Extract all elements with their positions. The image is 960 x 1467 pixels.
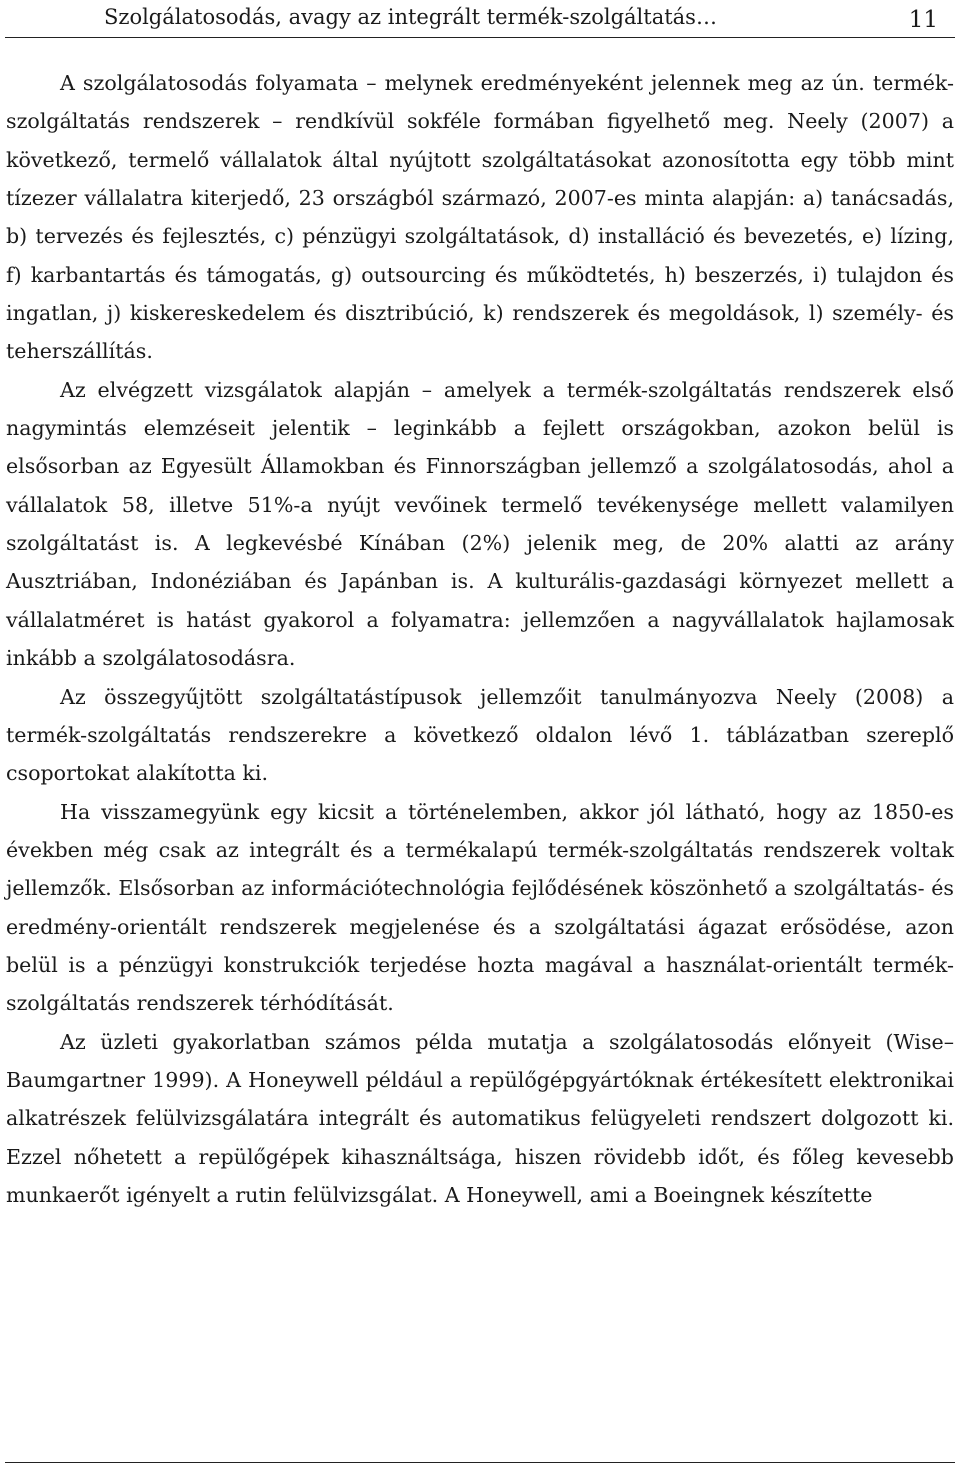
paragraph-business-examples: Az üzleti gyakorlatban számos példa mutatja a szolgálatosodás előnyeit (Wise–Baumgartner 1999). A Honeywell például a repülőgépgyártóknak értékesített elektronikai alkatrészek felülvizsgálatára integrált és automatikus felügyeleti rendszert dolgozott ki. Ezzel nőhetett a repülőgépek kihasználtsága, hiszen rövidebb időt, és főleg kevesebb munkaerőt igényelt a rutin felülvizsgálat. A Honeywell, ami a Boeingnek készítette [6, 1029, 954, 1207]
paragraph-neely-groups: Az összegyűjtött szolgáltatástípusok jellemzőit tanulmányozva Neely (2008) a termék-szolgáltatás rendszerekre a következő oldalon lévő 1. táblázatban szereplő csoportokat alakította ki. [6, 684, 954, 786]
body-text [6, 64, 954, 1214]
footer-divider [5, 1462, 955, 1463]
page-number: 11 [908, 7, 938, 33]
paragraph-survey-results: Az elvégzett vizsgálatok alapján – amelyek a termék-szolgáltatás rendszerek első nagymintás elemzéseit jelentik – leginkább a fejlett országokban, azokon belül is elsősorban az Egyesült Államokban és Finnországban jellemző a szolgálatosodás, ahol a vállalatok 58, illetve 51%-a nyújt vevőinek termelő tevékenysége mellett valamilyen szolgáltatást is. A legkevésbé Kínában (2%) jelenik meg, de 20% alatti az arány Ausztriában, Indonéziában és Japánban is. A kulturális-gazdasági környezet mellett a vállalatméret is hatást gyakorol a folyamatra: jellemzően a nagyvállalatok hajlamosak inkább a szolgálatosodásra. [6, 377, 954, 671]
page-header [0, 0, 960, 38]
header-divider [5, 37, 955, 38]
running-head-title: Szolgálatosodás, avagy az integrált termék-szolgáltatás… [104, 5, 717, 29]
paragraph-history: Ha visszamegyünk egy kicsit a történelemben, akkor jól látható, hogy az 1850-es években még csak az integrált és a termékalapú termék-szolgáltatás rendszerek voltak jellemzők. Elsősorban az információtechnológia fejlődésének köszönhető a szolgáltatás- és eredmény-orientált rendszerek megjelenése és a szolgáltatási ágazat erősödése, azon belül is a pénzügyi konstrukciók terjedése hozta magával a használat-orientált termék-szolgáltatás rendszerek térhódítását. [6, 799, 954, 1016]
paragraph-servitization-forms: A szolgálatosodás folyamata – melynek eredményeként jelennek meg az ún. termék-szolgáltatás rendszerek – rendkívül sokféle formában figyelhető meg. Neely (2007) a következő, termelő vállalatok által nyújtott szolgáltatásokat azonosította egy több mint tízezer vállalatra kiterjedő, 23 országból származó, 2007-es minta alapján: a) tanácsadás, b) tervezés és fejlesztés, c) pénzügyi szolgáltatások, d) installáció és bevezetés, e) lízing, f) karbantartás és támogatás, g) outsourcing és működtetés, h) beszerzés, i) tulajdon és ingatlan, j) kiskereskedelem és disztribúció, k) rendszerek és megoldások, l) személy- és teherszállítás. [6, 71, 954, 364]
